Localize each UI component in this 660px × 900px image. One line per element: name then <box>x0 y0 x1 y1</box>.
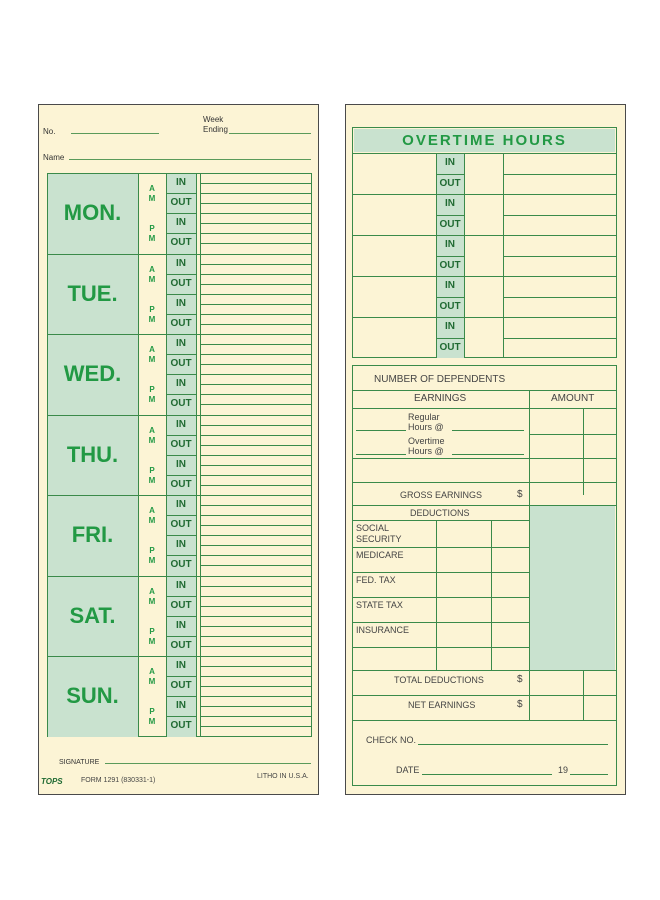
am-label: A M <box>148 184 156 204</box>
deduction-item-label: MEDICARE <box>356 550 404 560</box>
slot-rule <box>200 193 312 194</box>
in-label: IN <box>176 660 186 672</box>
dollar-sign: $ <box>517 674 523 685</box>
time-entry-line[interactable] <box>200 545 312 546</box>
deductions-shade <box>530 506 615 670</box>
slot-rule <box>200 213 312 214</box>
time-entry-line[interactable] <box>200 686 312 687</box>
column-rule <box>196 495 197 576</box>
column-rule <box>196 334 197 415</box>
in-label: IN <box>176 177 186 189</box>
time-entry-line[interactable] <box>200 284 312 285</box>
overtime-border <box>352 127 617 358</box>
slot-rule <box>166 555 196 556</box>
out-label: OUT <box>170 237 192 249</box>
column-rule <box>464 194 465 235</box>
day-label: FRI. <box>71 522 114 548</box>
slot-rule <box>166 636 196 637</box>
slot-rule <box>200 535 312 536</box>
row-rule <box>352 520 529 521</box>
name-label: Name <box>43 153 65 162</box>
row-rule <box>352 317 617 318</box>
in-label: IN <box>176 257 186 269</box>
day-label: TUE. <box>67 280 118 306</box>
out-label: OUT <box>170 438 192 450</box>
out-label: OUT <box>439 341 461 353</box>
earnings-header: EARNINGS <box>414 393 467 404</box>
am-label: A M <box>148 506 156 526</box>
slot-rule <box>166 354 196 355</box>
no-field[interactable] <box>71 133 159 134</box>
slot-rule <box>503 256 617 257</box>
slot-rule <box>166 294 196 295</box>
week-label: Week <box>203 115 224 124</box>
slot-rule <box>200 555 312 556</box>
pm-label: P M <box>148 626 156 646</box>
amount-header: AMOUNT <box>551 393 595 404</box>
out-label: OUT <box>170 720 192 732</box>
pm-label: P M <box>148 385 156 405</box>
out-label: OUT <box>170 197 192 209</box>
slot-rule <box>200 475 312 476</box>
time-entry-line[interactable] <box>200 586 312 587</box>
time-entry-line[interactable] <box>200 425 312 426</box>
slot-rule <box>166 233 196 234</box>
overtime-rate-field[interactable] <box>452 454 524 455</box>
in-label: IN <box>176 217 186 229</box>
slot-rule <box>200 676 312 677</box>
slot-rule <box>166 696 196 697</box>
deductions-header: DEDUCTIONS <box>410 508 470 518</box>
column-rule <box>196 656 197 737</box>
in-label: IN <box>176 619 186 631</box>
column-rule <box>464 153 465 194</box>
litho-label: LITHO IN U.S.A. <box>257 773 309 780</box>
in-label: IN <box>445 321 455 333</box>
slot-rule <box>200 696 312 697</box>
time-entry-line[interactable] <box>200 626 312 627</box>
regular-hours-field[interactable] <box>356 430 406 431</box>
row-rule <box>352 194 617 195</box>
time-entry-line[interactable] <box>200 243 312 244</box>
signature-field[interactable] <box>105 763 311 764</box>
time-entry-line[interactable] <box>200 606 312 607</box>
slot-rule <box>436 215 464 216</box>
in-label: IN <box>176 297 186 309</box>
amount-column-rule <box>529 390 530 520</box>
overtime-label: Overtime <box>408 436 445 446</box>
ending-label: Ending <box>203 125 228 134</box>
column-rule <box>464 317 465 358</box>
pm-label: P M <box>148 707 156 727</box>
form-number: FORM 1291 (830331-1) <box>81 777 156 784</box>
in-label: IN <box>176 458 186 470</box>
out-label: OUT <box>170 358 192 370</box>
row-rule <box>352 235 617 236</box>
time-entry-line[interactable] <box>200 726 312 727</box>
check-no-label: CHECK NO. <box>366 735 417 745</box>
row-rule <box>352 670 617 671</box>
row-rule <box>352 622 529 623</box>
day-label: SAT. <box>69 602 116 628</box>
slot-rule <box>436 297 464 298</box>
column-rule <box>464 276 465 317</box>
slot-rule <box>166 455 196 456</box>
row-rule <box>352 695 617 696</box>
pm-label: P M <box>148 304 156 324</box>
day-label: SUN. <box>66 683 119 709</box>
out-label: OUT <box>170 639 192 651</box>
column-rule <box>196 415 197 496</box>
out-label: OUT <box>170 317 192 329</box>
time-entry-line[interactable] <box>200 505 312 506</box>
in-label: IN <box>176 338 186 350</box>
time-entry-line[interactable] <box>200 445 312 446</box>
am-label: A M <box>148 425 156 445</box>
slot-rule <box>200 294 312 295</box>
tops-logo: TOPS <box>41 777 63 786</box>
slot-rule <box>200 233 312 234</box>
slot-rule <box>166 596 196 597</box>
regular-label: Regular <box>408 412 440 422</box>
in-label: IN <box>176 378 186 390</box>
time-entry-line[interactable] <box>200 565 312 566</box>
out-label: OUT <box>170 599 192 611</box>
time-entry-line[interactable] <box>200 384 312 385</box>
slot-rule <box>166 616 196 617</box>
out-label: OUT <box>439 300 461 312</box>
slot-rule <box>436 174 464 175</box>
slot-rule <box>200 616 312 617</box>
out-label: OUT <box>170 398 192 410</box>
column-rule <box>464 235 465 276</box>
slot-rule <box>436 256 464 257</box>
slot-rule <box>200 596 312 597</box>
slot-rule <box>166 213 196 214</box>
out-label: OUT <box>439 218 461 230</box>
slot-rule <box>200 314 312 315</box>
am-label: A M <box>148 345 156 365</box>
slot-rule <box>503 174 617 175</box>
in-label: IN <box>445 280 455 292</box>
slot-rule <box>166 515 196 516</box>
row-rule <box>352 572 529 573</box>
out-label: OUT <box>439 177 461 189</box>
amount-column-rule <box>529 505 530 670</box>
slot-rule <box>166 475 196 476</box>
year-field[interactable] <box>570 774 608 775</box>
row-rule <box>352 597 529 598</box>
row-rule <box>352 547 529 548</box>
time-card-front <box>38 104 319 795</box>
am-label: A M <box>148 667 156 687</box>
slot-rule <box>200 394 312 395</box>
slot-rule <box>200 374 312 375</box>
time-entry-line[interactable] <box>200 404 312 405</box>
in-label: IN <box>176 418 186 430</box>
week-ending-field[interactable] <box>229 133 311 134</box>
am-label: A M <box>148 264 156 284</box>
out-label: OUT <box>439 259 461 271</box>
slot-rule <box>166 193 196 194</box>
dependents-label: NUMBER OF DEPENDENTS <box>374 374 506 385</box>
in-label: IN <box>176 499 186 511</box>
pm-label: P M <box>148 465 156 485</box>
slot-rule <box>166 274 196 275</box>
slot-rule <box>503 215 617 216</box>
gross-earnings-label: GROSS EARNINGS <box>400 490 483 500</box>
time-entry-line[interactable] <box>200 223 312 224</box>
day-label: THU. <box>66 441 119 467</box>
row-rule <box>352 458 617 459</box>
out-label: OUT <box>170 478 192 490</box>
time-entry-line[interactable] <box>200 525 312 526</box>
dollar-sign: $ <box>517 699 523 710</box>
row-rule <box>352 408 617 409</box>
overtime-title: OVERTIME HOURS <box>402 132 567 149</box>
in-label: IN <box>176 539 186 551</box>
regular-hours-label: Hours @ <box>408 422 444 432</box>
date-label: DATE <box>396 765 420 775</box>
deduction-item-label: STATE TAX <box>356 600 403 610</box>
name-field[interactable] <box>69 159 311 160</box>
out-label: OUT <box>170 277 192 289</box>
column-rule <box>196 173 197 254</box>
slot-rule <box>503 297 617 298</box>
in-label: IN <box>176 579 186 591</box>
time-entry-line[interactable] <box>200 264 312 265</box>
slot-rule <box>200 354 312 355</box>
in-label: IN <box>445 157 455 169</box>
signature-label: SIGNATURE <box>59 759 100 766</box>
time-entry-line[interactable] <box>200 646 312 647</box>
in-label: IN <box>176 700 186 712</box>
time-entry-line[interactable] <box>200 203 312 204</box>
time-entry-line[interactable] <box>200 465 312 466</box>
row-rule <box>352 482 617 483</box>
row-rule <box>352 720 617 721</box>
row-rule <box>352 647 529 648</box>
time-entry-line[interactable] <box>200 324 312 325</box>
time-card-back <box>345 104 626 795</box>
slot-rule <box>200 435 312 436</box>
day-label: WED. <box>63 361 122 387</box>
slot-rule <box>166 676 196 677</box>
out-label: OUT <box>170 559 192 571</box>
net-earnings-label: NET EARNINGS <box>408 700 476 710</box>
time-entry-line[interactable] <box>200 706 312 707</box>
column-rule <box>196 254 197 335</box>
slot-rule <box>166 374 196 375</box>
dollar-sign: $ <box>517 489 523 500</box>
row-rule <box>352 390 617 391</box>
year-prefix: 19 <box>558 765 569 775</box>
time-entry-line[interactable] <box>200 183 312 184</box>
total-deductions-label: TOTAL DEDUCTIONS <box>394 675 484 685</box>
slot-rule <box>166 314 196 315</box>
row-rule <box>529 434 617 435</box>
out-label: OUT <box>170 680 192 692</box>
row-rule <box>352 276 617 277</box>
out-label: OUT <box>170 519 192 531</box>
slot-rule <box>166 535 196 536</box>
pm-label: P M <box>148 546 156 566</box>
slot-rule <box>503 338 617 339</box>
overtime-hours-field[interactable] <box>356 454 406 455</box>
column-rule <box>196 576 197 657</box>
in-label: IN <box>445 198 455 210</box>
slot-rule <box>200 636 312 637</box>
time-entry-line[interactable] <box>200 666 312 667</box>
slot-rule <box>166 435 196 436</box>
overtime-hours-label: Hours @ <box>408 446 444 456</box>
deduction-item-label: SOCIAL SECURITY <box>356 523 402 544</box>
deduction-item-label: FED. TAX <box>356 575 396 585</box>
in-label: IN <box>445 239 455 251</box>
slot-rule <box>200 455 312 456</box>
date-field[interactable] <box>422 774 552 775</box>
time-entry-line[interactable] <box>200 364 312 365</box>
time-entry-line[interactable] <box>200 344 312 345</box>
check-no-field[interactable] <box>418 744 608 745</box>
slot-rule <box>200 515 312 516</box>
regular-rate-field[interactable] <box>452 430 524 431</box>
pm-label: P M <box>148 224 156 244</box>
time-entry-line[interactable] <box>200 304 312 305</box>
am-label: A M <box>148 586 156 606</box>
time-entry-line[interactable] <box>200 485 312 486</box>
no-label: No. <box>43 127 56 136</box>
slot-rule <box>200 716 312 717</box>
day-label: MON. <box>63 200 122 226</box>
slot-rule <box>166 716 196 717</box>
title-rule <box>352 153 617 154</box>
deduction-item-label: INSURANCE <box>356 625 410 635</box>
slot-rule <box>200 274 312 275</box>
slot-rule <box>436 338 464 339</box>
slot-rule <box>166 394 196 395</box>
